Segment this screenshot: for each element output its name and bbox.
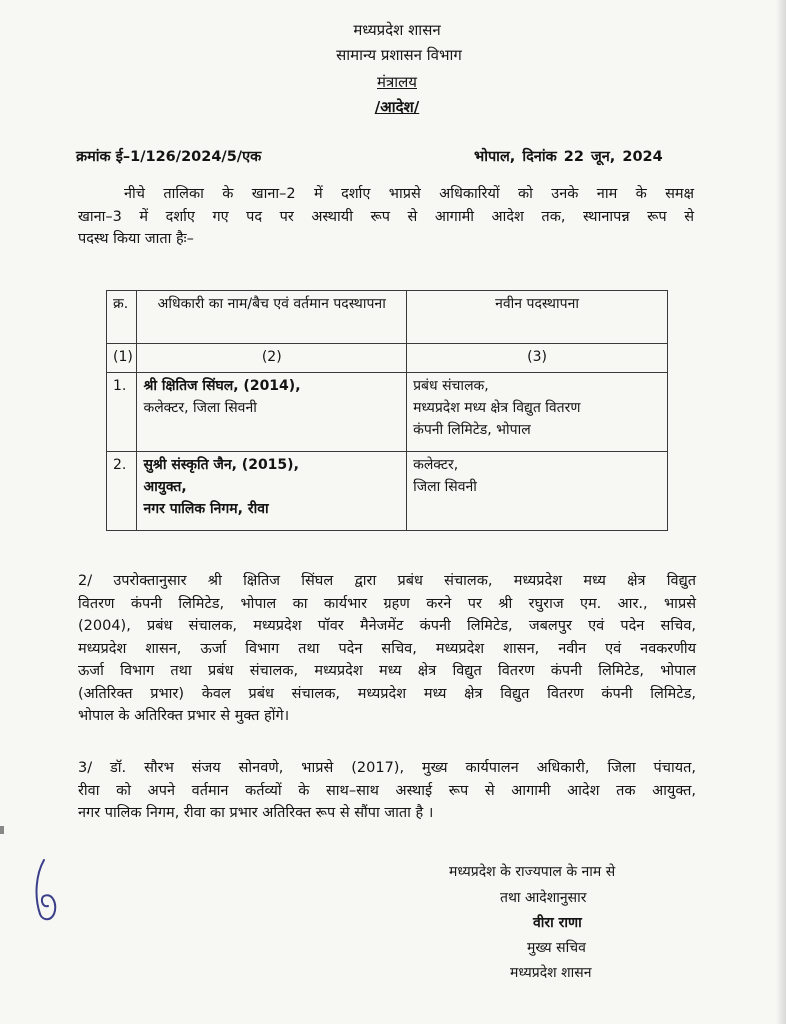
paragraph-3: [78, 757, 696, 825]
paragraph-line: (2004), प्रबंध संचालक, मध्यप्रदेश पॉवर मैनेजमेंट कंपनी लिमिटेड, जबलपुर एवं पदेन सचिव,: [78, 618, 696, 634]
posting-table: [106, 290, 668, 531]
column-number: (2): [137, 344, 407, 373]
new-posting-line: कलेक्टर,: [413, 457, 459, 473]
signature-line-2: तथा आदेशानुसार: [500, 890, 587, 906]
intro-line: पदस्थ किया जाता हैः–: [78, 231, 194, 247]
paragraph-line: ऊर्जा विभाग तथा प्रबंध संचालक, मध्यप्रदेश मध्य क्षेत्र विद्युत वितरण कंपनी लिमिटेड, भोपाल: [78, 663, 696, 679]
margin-mark: [0, 826, 4, 834]
new-posting-line: जिला सिवनी: [413, 479, 477, 495]
new-posting-cell: [407, 373, 668, 452]
officer-name: सुश्री संस्कृति जैन, (2015),: [143, 457, 299, 473]
table-column-number-row: [107, 344, 668, 373]
paragraph-line: मध्यप्रदेश शासन, ऊर्जा विभाग तथा पदेन सचिव, मध्यप्रदेश शासन, नवीन एवं नवकरणीय: [78, 640, 696, 657]
paragraph-line: 3/ डॉ. सौरभ संजय सोनवणे, भाप्रसे (2017), मुख्य कार्यपालन अधिकारी, जिला पंचायत,: [78, 760, 696, 776]
new-posting-line: कंपनी लिमिटेड, भोपाल: [413, 422, 531, 438]
signatory-office: मध्यप्रदेश शासन: [510, 965, 592, 981]
row-serial: 1.: [107, 373, 137, 452]
order-date: भोपाल, दिनांक 22 जून, 2024: [474, 149, 663, 165]
new-posting-line: प्रबंध संचालक,: [413, 378, 489, 394]
table-row: [107, 452, 668, 531]
paragraph-2: [78, 570, 696, 728]
page-edge-shadow: [776, 0, 786, 1024]
paragraph-line: वितरण कंपनी लिमिटेड, भोपाल का कार्यभार ग्रहण करने पर श्री रघुराज एम. आर., भाप्रसे: [78, 595, 696, 612]
signatory-designation: मुख्य सचिव: [527, 940, 586, 956]
officer-post: कलेक्टर, जिला सिवनी: [143, 400, 257, 416]
header-new-posting: नवीन पदस्थापना: [407, 291, 668, 344]
department-title: सामान्य प्रशासन विभाग: [336, 46, 462, 64]
header-serial: क्र.: [107, 291, 137, 344]
signature-line-1: मध्यप्रदेश के राज्यपाल के नाम से: [449, 864, 616, 880]
paragraph-line: भोपाल के अतिरिक्त प्रभार से मुक्त होंगे।: [78, 708, 290, 724]
handwritten-initial-mark: [30, 856, 64, 926]
paragraph-line: रीवा को अपने वर्तमान कर्तव्यों के साथ–साथ अस्थाई रूप से आगामी आदेश तक आयुक्त,: [78, 782, 696, 799]
table-header-row: [107, 291, 668, 344]
officer-post: नगर पालिक निगम, रीवा: [143, 501, 269, 517]
new-posting-cell: [407, 452, 668, 531]
paragraph-line: (अतिरिक्त प्रभार) केवल प्रबंध संचालक, मध्यप्रदेश मध्य क्षेत्र विद्युत वितरण कंपनी लिमिटेड,: [78, 685, 696, 702]
officer-name: श्री क्षितिज सिंघल, (2014),: [143, 378, 301, 394]
officer-cell: [137, 373, 407, 452]
govt-title: मध्यप्रदेश शासन: [353, 21, 441, 39]
officer-post: आयुक्त,: [143, 479, 187, 495]
order-number: क्रमांक ई–1/126/2024/5/एक: [76, 149, 262, 165]
signatory-name: वीरा राणा: [533, 915, 582, 931]
intro-paragraph: [78, 183, 694, 251]
paragraph-line: नगर पालिक निगम, रीवा का प्रभार अतिरिक्त रूप से सौंपा जाता है ।: [78, 805, 434, 821]
new-posting-line: मध्यप्रदेश मध्य क्षेत्र विद्युत वितरण: [413, 400, 581, 416]
paragraph-line: 2/ उपरोक्तानुसार श्री क्षितिज सिंघल द्वारा प्रबंध संचालक, मध्यप्रदेश मध्य क्षेत्र विद्युत: [78, 573, 696, 589]
officer-cell: [137, 452, 407, 531]
table-row: [107, 373, 668, 452]
ministry-title: मंत्रालय: [376, 73, 417, 91]
order-heading: /आदेश/: [374, 98, 420, 116]
intro-line: नीचे तालिका के खाना–2 में दर्शाए भाप्रसे अधिकारियों को उनके नाम के समक्ष: [124, 186, 694, 202]
column-number: (1): [107, 344, 137, 373]
column-number: (3): [407, 344, 668, 373]
header-officer: अधिकारी का नाम/बैच एवं वर्तमान पदस्थापना: [137, 291, 407, 344]
row-serial: 2.: [107, 452, 137, 531]
intro-line: खाना–3 में दर्शाए गए पद पर अस्थायी रूप से आगामी आदेश तक, स्थानापन्न रूप से: [78, 208, 694, 225]
